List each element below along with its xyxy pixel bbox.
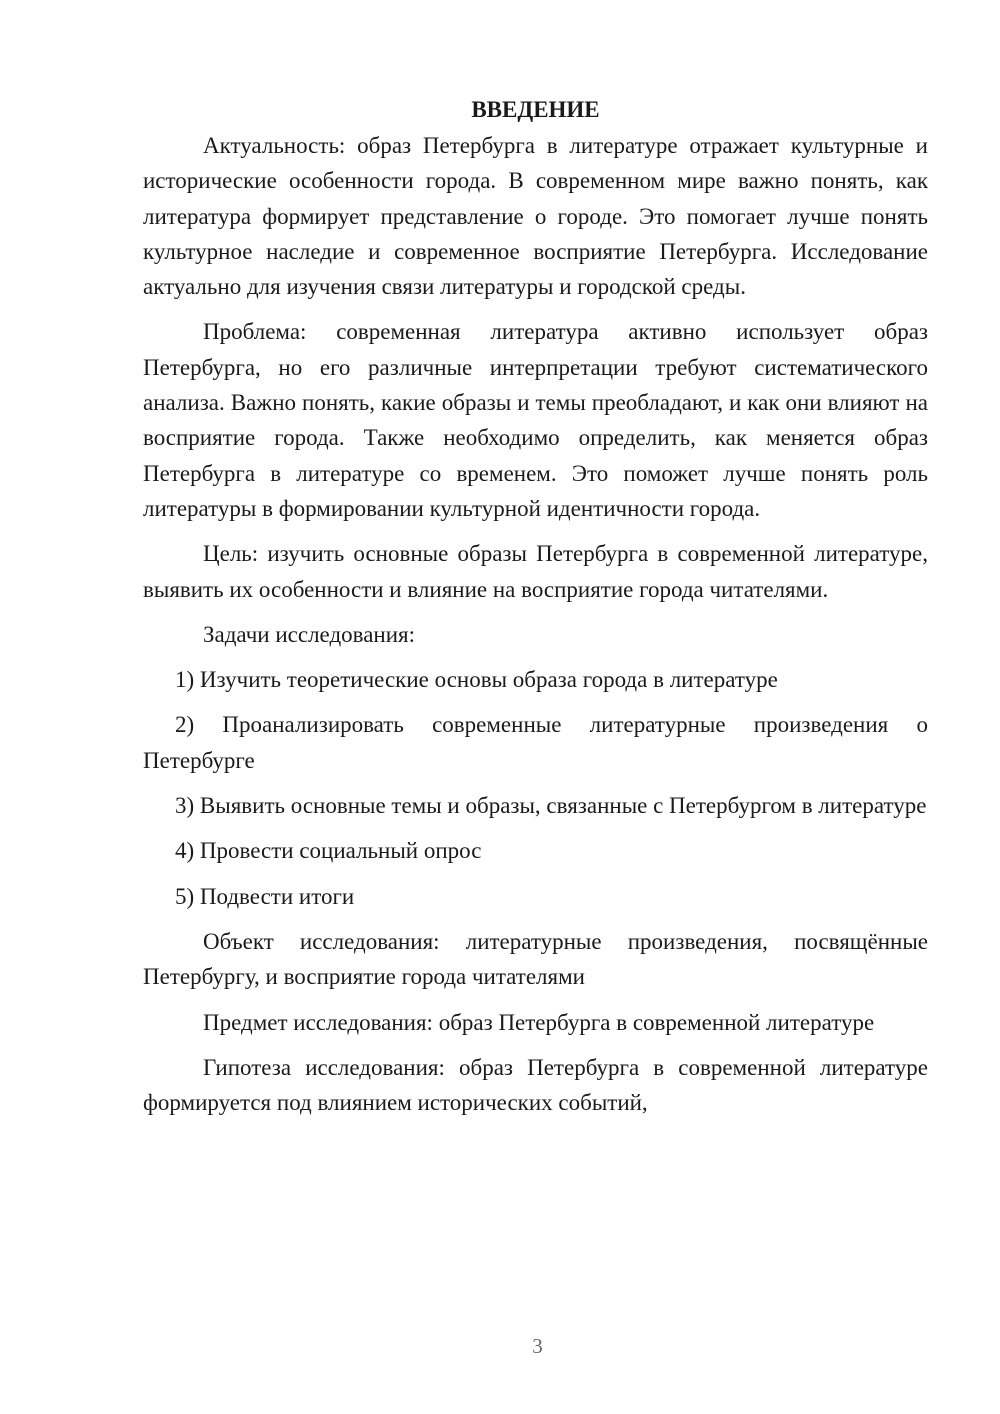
task-item-1: 1) Изучить теоретические основы образа города в литературе [175, 667, 778, 693]
relevance-paragraph: Актуальность: образ Петербурга в литературе отражает культурные и исторические особенности города. В современном мире важно понять, как литература формирует представление о городе. Это помогает лучше понять культурное наследие и современное восприятие Петербурга. Исследование актуально для изучения связи литературы и городской среды. [143, 133, 928, 300]
task-item-5: 5) Подвести итоги [175, 883, 355, 909]
section-title: ВВЕДЕНИЕ [471, 97, 600, 122]
task-item-2: 2) Проанализировать современные литературные произведения о Петербурге [143, 712, 928, 773]
tasks-heading: Задачи исследования: [203, 621, 416, 647]
page-number: 3 [532, 1334, 543, 1358]
document-page [143, 92, 928, 1130]
task-item-3: 3) Выявить основные темы и образы, связанные с Петербургом в литературе [175, 793, 927, 819]
goal-paragraph: Цель: изучить основные образы Петербурга в современной литературе, выявить их особенности и влияние на восприятие города читателями. [143, 541, 928, 602]
hypothesis-paragraph: Гипотеза исследования: образ Петербурга в современной литературе формируется под влиянием исторических событий, [143, 1054, 928, 1116]
problem-paragraph: Проблема: современная литература активно использует образ Петербурга, но его различные интерпретации требуют систематического анализа. Важно понять, какие образы и темы преобладают, и как они влияют на восприятие города. Также необходимо определить, как меняется образ Петербурга в литературе со временем. Это поможет лучше понять роль литературы в формировании культурной идентичности города. [143, 319, 928, 521]
object-paragraph: Объект исследования: литературные произведения, посвящённые Петербургу, и восприятие города читателями [143, 928, 928, 990]
task-item-4: 4) Провести социальный опрос [175, 838, 482, 864]
subject-paragraph: Предмет исследования: образ Петербурга в современной литературе [203, 1009, 875, 1035]
